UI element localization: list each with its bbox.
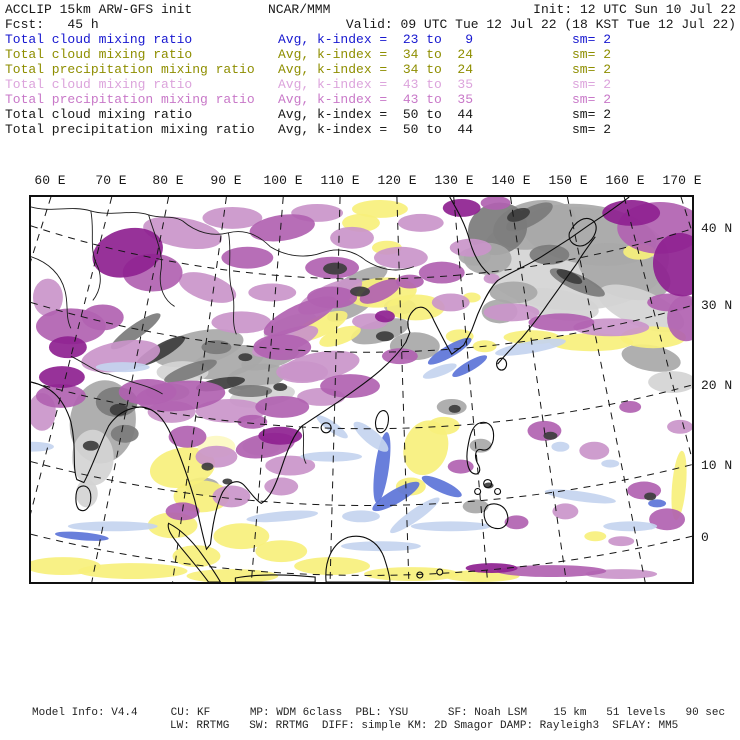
lat-label: 0 [701,530,709,545]
field-blob [166,502,200,520]
init-time: Init: 12 UTC Sun 10 Jul 22 [533,2,736,17]
field-blob [76,480,98,508]
org-name: NCAR/MMM [268,2,331,17]
field-blob [411,521,491,531]
field-blob [398,214,444,232]
lon-label: 90 E [210,173,242,188]
field-blob [443,199,481,217]
map-frame [29,195,694,584]
field-blob [374,247,428,269]
field-blob [421,360,458,382]
field-blob [419,262,465,284]
layer-sm: sm= 2 [572,77,612,92]
lon-label: 70 E [95,173,127,188]
field-blob [450,239,492,257]
field-blob [579,442,609,460]
field-blob [330,227,374,249]
layer-label: Total cloud mixing ratio [5,107,193,122]
forecast-hour: Fcst: 45 h [5,17,99,32]
layer-label: Total cloud mixing ratio [5,77,193,92]
coastline [495,488,501,494]
field-blob [228,385,272,397]
lon-label: 120 E [377,173,417,188]
layer-sm: sm= 2 [572,122,612,137]
field-blob [552,503,578,519]
layer-stat: Avg, k-index = 34 to 24 [278,47,474,62]
lat-label: 30 N [701,298,733,313]
coastline [475,488,481,494]
field-blob [543,432,557,440]
field-blob [376,331,394,341]
valid-time: Valid: 09 UTC Tue 12 Jul 22 (18 KST Tue 12 Jul 22) [345,17,736,32]
lat-label: 10 N [701,458,733,473]
field-blob [175,266,240,309]
layer-stat: Avg, k-index = 50 to 44 [278,122,474,137]
field-blob [484,303,540,321]
field-blob [619,401,641,413]
lon-label: 100 E [263,173,303,188]
lon-label: 60 E [34,173,66,188]
field-blob [273,383,287,391]
field-blob [68,521,158,531]
field-blob [96,362,150,372]
model-info-line1: Model Info: V4.4 CU: KF MP: WDM 6class PBL: YSU SF: Noah LSM 15 km 51 levels 90 sec [32,707,726,719]
lat-label: 20 N [701,378,733,393]
field-blob [255,540,307,562]
field-blob [603,521,657,531]
field-blob [49,336,87,358]
field-blob [300,452,362,462]
layer-sm: sm= 2 [572,92,612,107]
layer-label: Total precipitation mixing ratio [5,62,255,77]
field-blob [364,567,460,581]
field-blob [342,510,380,522]
field-blob [396,275,424,289]
field-blob [648,499,666,507]
layer-sm: sm= 2 [572,107,612,122]
lon-label: 150 E [548,173,588,188]
field-blob [258,427,302,445]
layer-stat: Avg, k-index = 34 to 24 [278,62,474,77]
field-blob [111,425,139,443]
layer-stat: Avg, k-index = 43 to 35 [278,77,474,92]
field-blob [551,442,569,452]
field-blob [341,541,421,551]
lon-label: 110 E [320,173,360,188]
layer-stat: Avg, k-index = 43 to 35 [278,92,474,107]
field-blob [350,287,370,297]
field-blob [248,284,296,302]
field-blob [237,415,267,429]
field-blob [55,530,109,543]
field-blob [470,439,492,453]
field-blob [644,492,656,500]
coastline [376,411,389,433]
layer-stat: Avg, k-index = 50 to 44 [278,107,474,122]
field-blob [169,426,207,448]
field-blob [31,442,54,452]
field-blob [601,460,619,468]
field-blob [667,420,692,434]
field-blob [323,263,347,275]
lon-label: 80 E [152,173,184,188]
layer-label: Total precipitation mixing ratio [5,122,255,137]
field-blob [314,412,351,442]
field-blob [484,274,500,284]
field-blob [255,396,309,418]
field-blob [264,478,298,496]
field-blob [173,545,221,567]
layer-sm: sm= 2 [572,62,612,77]
field-blob [432,293,470,311]
lon-label: 130 E [434,173,474,188]
weather-map [31,197,692,582]
field-blob [375,310,395,322]
product-title: ACCLIP 15km ARW-GFS init [5,2,193,17]
field-blob [211,311,271,333]
field-blob [83,441,99,451]
field-blob [449,405,461,413]
field-blob [72,430,114,486]
lon-label: 140 E [491,173,531,188]
layer-label: Total cloud mixing ratio [5,47,193,62]
layer-label: Total precipitation mixing ratio [5,92,255,107]
field-blob [584,531,606,541]
layer-label: Total cloud mixing ratio [5,32,193,47]
field-blob [544,487,616,507]
field-blob [294,557,370,575]
field-blob [196,446,238,468]
layer-sm: sm= 2 [572,32,612,47]
lon-label: 160 E [605,173,645,188]
field-blob [39,366,85,388]
lat-label: 40 N [701,221,733,236]
model-info-line2: LW: RRTMG SW: RRTMG DIFF: simple KM: 2D Smagor DAMP: Rayleigh3 SFLAY: MM5 [170,720,679,732]
field-blob [419,472,464,501]
field-blob [448,460,474,474]
field-blob [529,245,569,265]
field-blob [201,463,213,471]
field-blob [238,353,252,361]
layer-sm: sm= 2 [572,47,612,62]
field-blob [608,536,634,546]
layer-stat: Avg, k-index = 23 to 9 [278,32,474,47]
field-blob [528,313,594,331]
lon-label: 170 E [662,173,702,188]
